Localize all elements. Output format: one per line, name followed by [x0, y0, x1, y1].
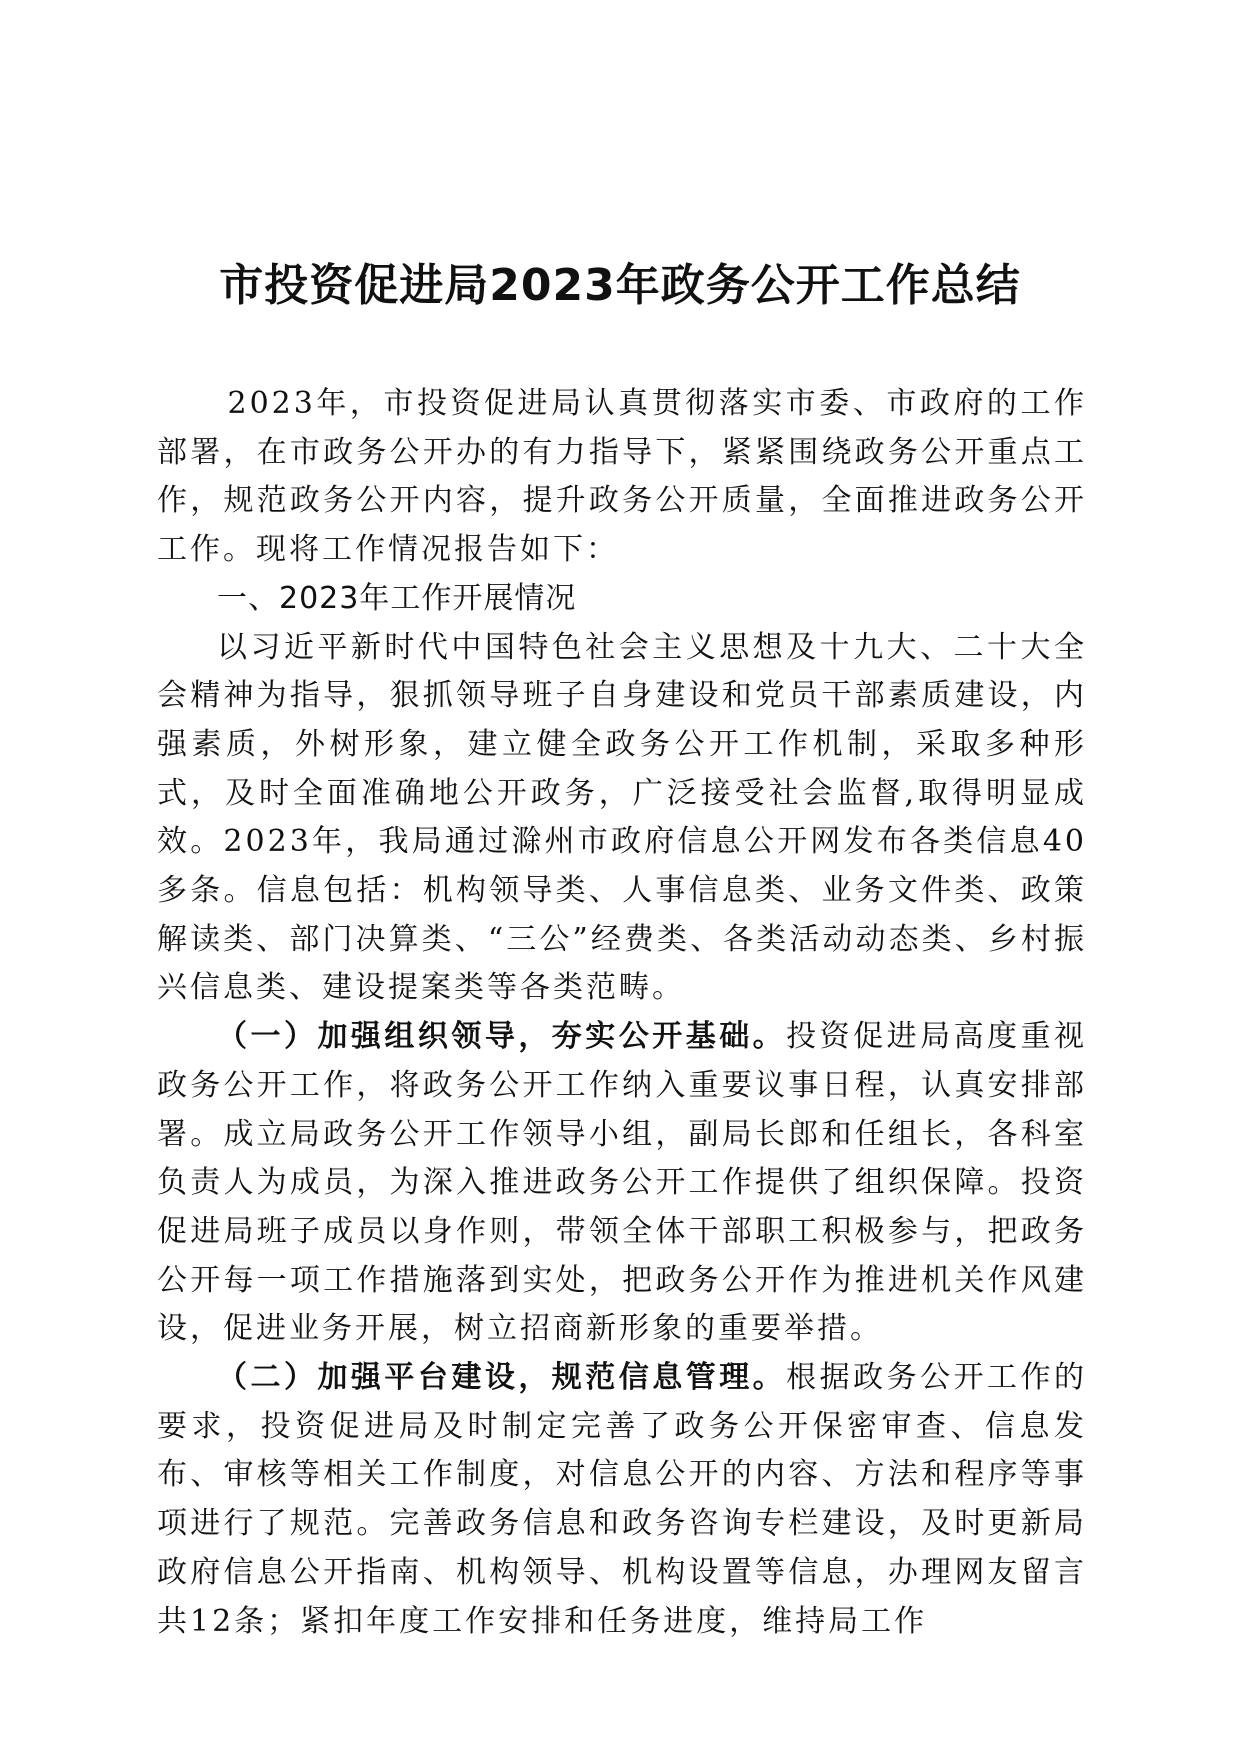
item-paragraph-1 [157, 1013, 1087, 1354]
item-body-1: 投资促进局高度重视政务公开工作，将政务公开工作纳入重要议事日程，认真安排部署。成立局政务公开工作领导小组，副局长郎和任组长，各科室负责人为成员，为深入推进政务公开工作提供了组织保障。投资促进局班子成员以身作则，带领全体干部职工积极参与，把政务公开每一项工作措施落到实处，把政务公开作为推进机关作风建设，促进业务开展，树立招商新形象的重要举措。 [157, 1019, 1088, 1347]
item-lead-2: （二）加强平台建设，规范信息管理。 [217, 1360, 787, 1396]
item-body-2: 根据政务公开工作的要求，投资促进局及时制定完善了政务公开保密审查、信息发布、审核等相关工作制度，对信息公开的内容、方法和程序等事项进行了规范。完善政务信息和政务咨询专栏建设，及时更新局政府信息公开指南、机构领导、机构设置等信息，办理网友留言共12条；紧扣年度工作安排和任务进度，维持局工作 [157, 1360, 1088, 1639]
intro-paragraph: 2023年，市投资促进局认真贯彻落实市委、市政府的工作部署，在市政务公开办的有力指导下，紧紧围绕政务公开重点工作，规范政务公开内容，提升政务公开质量，全面推进政务公开工作。现将工作情况报告如下： [157, 386, 1087, 568]
document-body [157, 380, 1087, 1646]
document-title: 市投资促进局2023年政务公开工作总结 [219, 260, 1021, 311]
section-paragraph: 以习近平新时代中国特色社会主义思想及十九大、二十大全会精神为指导，狠抓领导班子自身建设和党员干部素质建设，内强素质，外树形象，建立健全政务公开工作机制，采取多种形式，及时全面准确地公开政务，广泛接受社会监督,取得明显成效。2023年，我局通过滁州市政府信息公开网发布各类信息40多条。信息包括：机构领导类、人事信息类、业务文件类、政策解读类、部门决算类、“三公”经费类、各类活动动态类、乡村振兴信息类、建设提案类等各类范畴。 [157, 629, 1087, 1006]
section-heading: 一、2023年工作开展情况 [217, 580, 577, 616]
item-lead-1: （一）加强组织领导，夯实公开基础。 [217, 1019, 787, 1055]
item-paragraph-2 [157, 1354, 1087, 1646]
